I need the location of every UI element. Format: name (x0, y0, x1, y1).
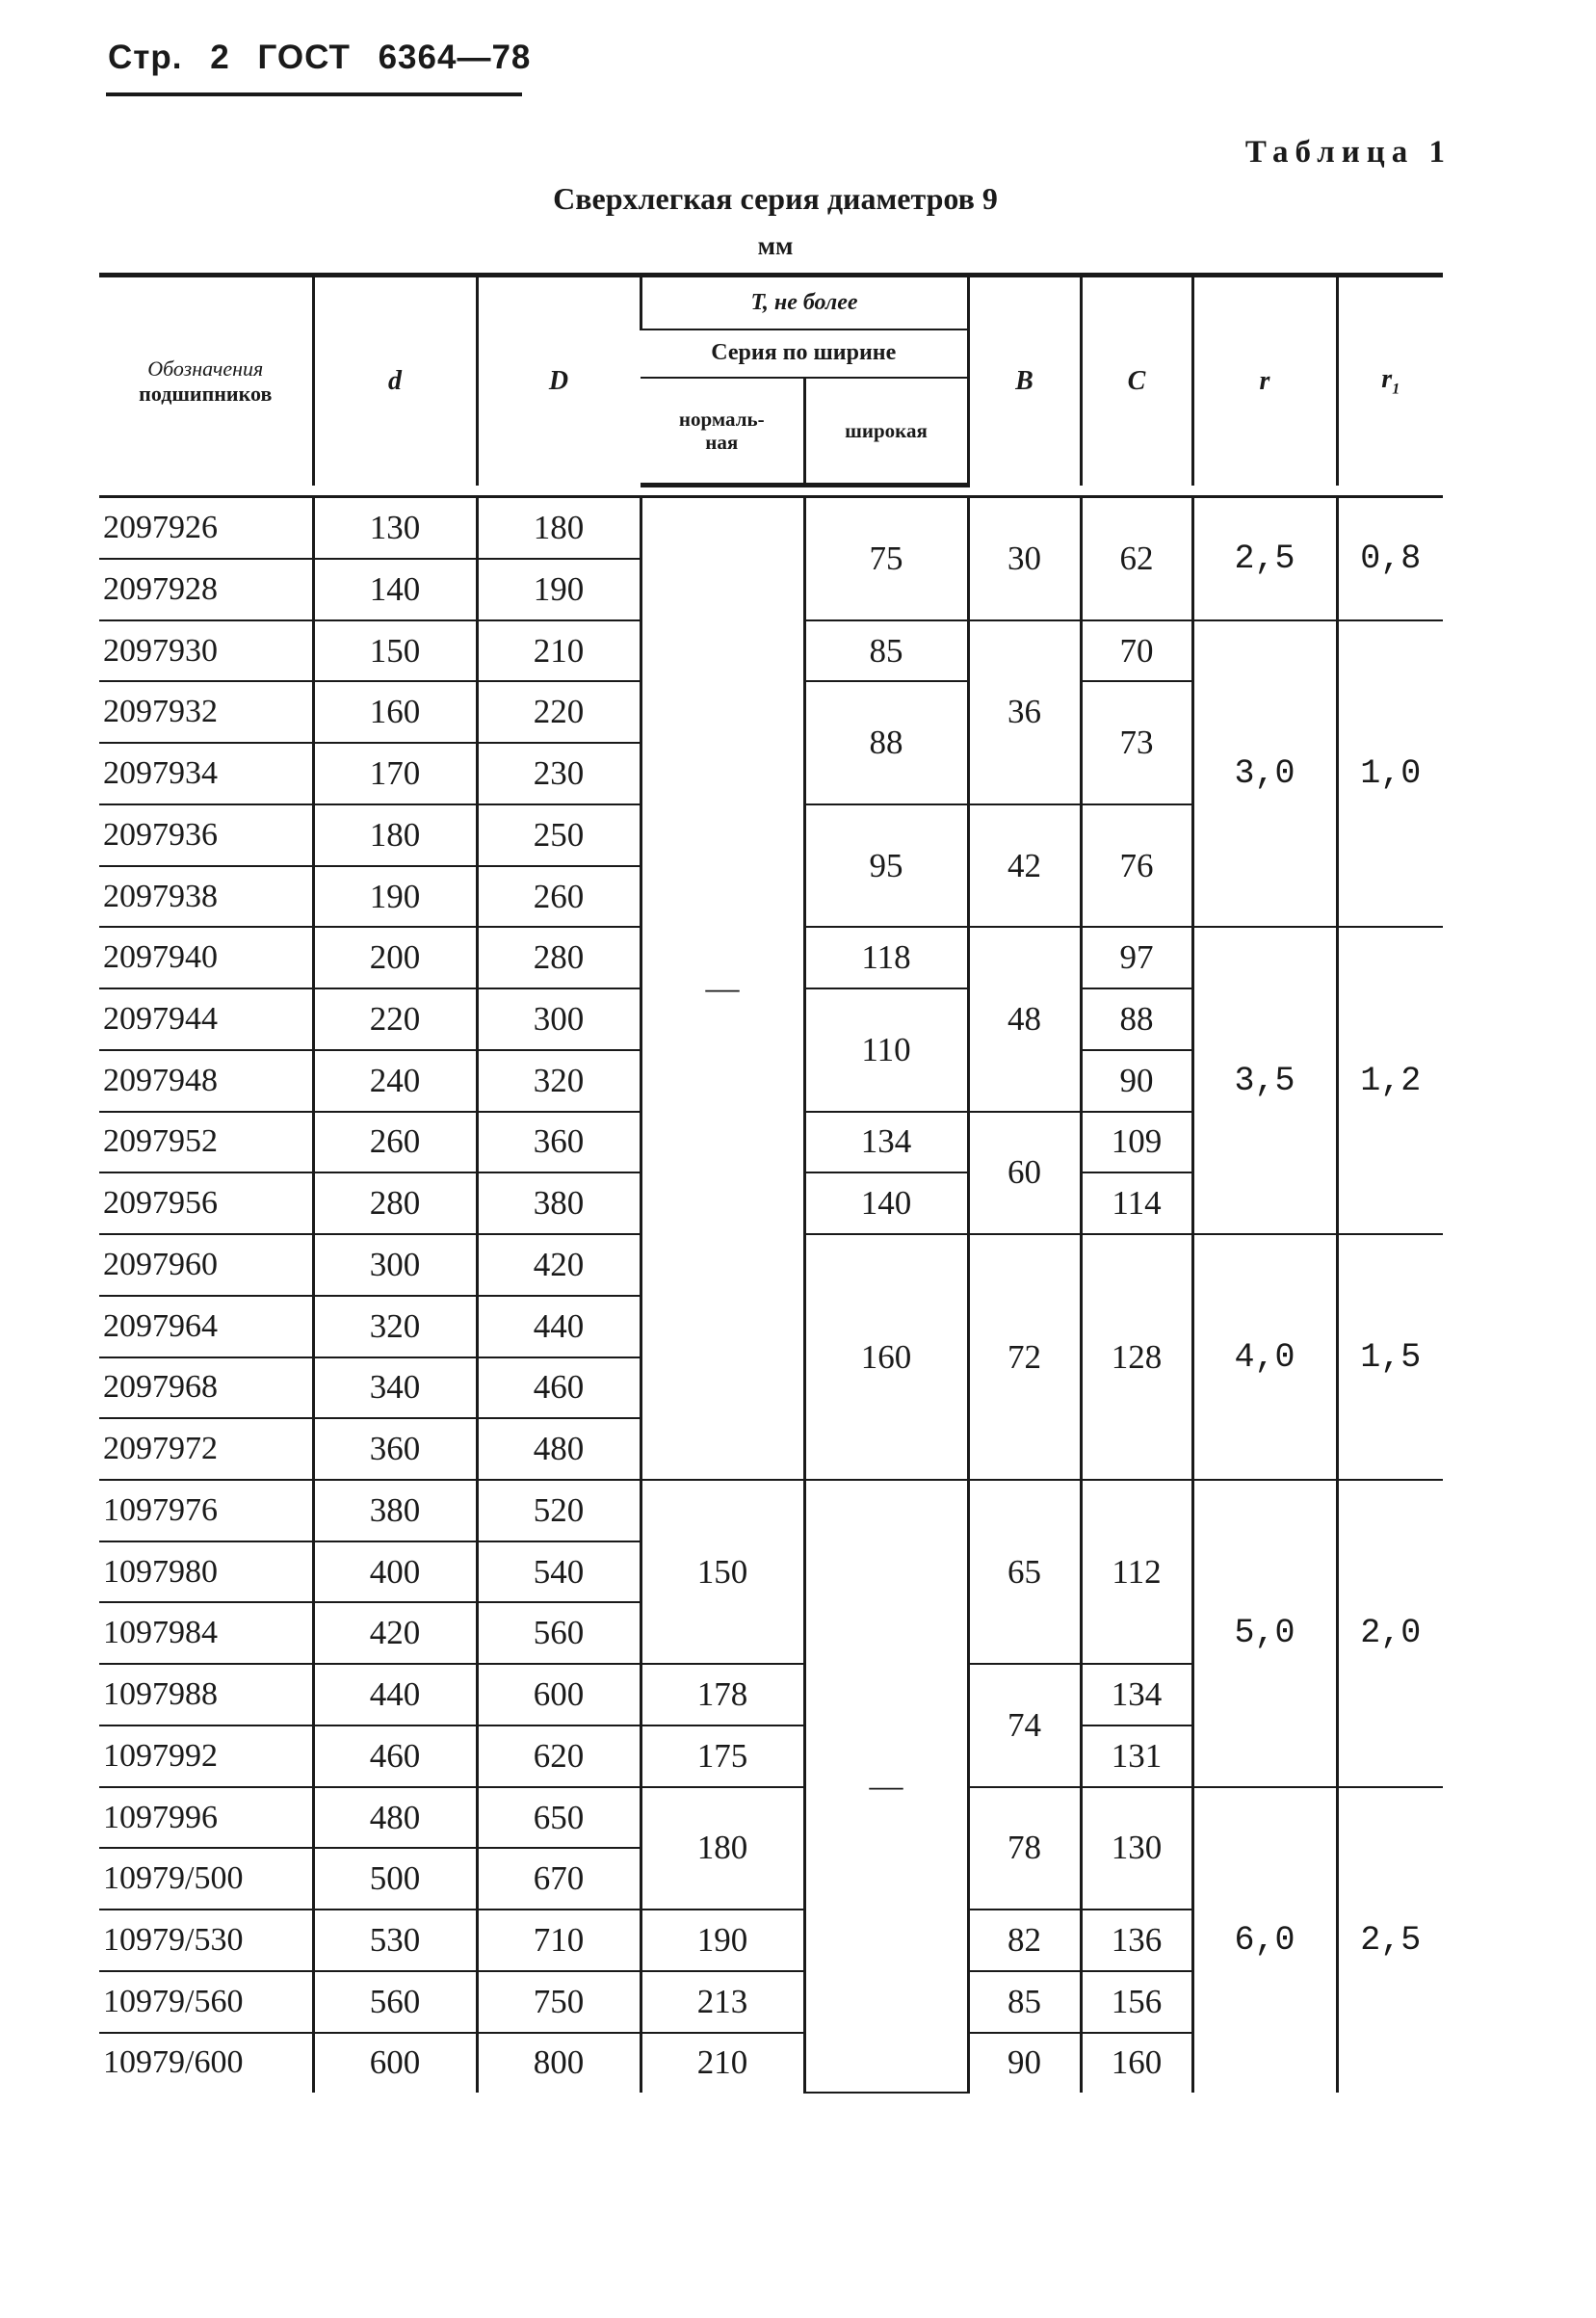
d-cell: 400 (313, 1541, 477, 1603)
header-wide-label: широкая (845, 418, 928, 442)
d-cell: 380 (313, 1480, 477, 1541)
t-wide-cell: — (804, 1480, 968, 2093)
designation-cell: 2097926 (99, 497, 313, 559)
b-cell: 60 (968, 1112, 1081, 1234)
header-r (1192, 276, 1337, 486)
designation-cell: 1097976 (99, 1480, 313, 1541)
D-cell: 190 (477, 559, 641, 620)
b-cell: 85 (968, 1971, 1081, 2033)
page-label: Стр. (108, 39, 183, 76)
designation-cell: 2097956 (99, 1172, 313, 1234)
designation-cell: 2097972 (99, 1418, 313, 1480)
d-cell: 140 (313, 559, 477, 620)
b-cell: 90 (968, 2033, 1081, 2093)
r1-cell: 2,0 (1337, 1480, 1443, 1787)
D-cell: 460 (477, 1357, 641, 1419)
D-cell: 380 (477, 1172, 641, 1234)
header-C-label: C (1127, 365, 1146, 396)
b-cell: 42 (968, 804, 1081, 927)
d-cell: 530 (313, 1910, 477, 1971)
page-number: 2 (210, 39, 230, 76)
t-wide-cell: 118 (804, 927, 968, 988)
header-r1 (1337, 276, 1443, 486)
c-cell: 112 (1081, 1480, 1192, 1664)
designation-cell: 1097988 (99, 1664, 313, 1725)
c-cell: 130 (1081, 1787, 1192, 1910)
d-cell: 600 (313, 2033, 477, 2093)
designation-cell: 10979/500 (99, 1848, 313, 1910)
t-wide-cell: 88 (804, 681, 968, 803)
page-header (108, 39, 548, 77)
D-cell: 480 (477, 1418, 641, 1480)
b-cell: 48 (968, 927, 1081, 1111)
designation-cell: 2097968 (99, 1357, 313, 1419)
D-cell: 540 (477, 1541, 641, 1603)
r-cell: 4,0 (1192, 1234, 1337, 1480)
header-r1-subscript: 1 (1392, 381, 1400, 398)
t-normal-cell: 175 (641, 1725, 804, 1787)
D-cell: 210 (477, 620, 641, 682)
t-wide-cell: 75 (804, 497, 968, 620)
b-cell: 78 (968, 1787, 1081, 1910)
b-cell: 74 (968, 1664, 1081, 1786)
D-cell: 180 (477, 497, 641, 559)
t-wide-cell: 160 (804, 1234, 968, 1480)
t-wide-cell: 134 (804, 1112, 968, 1173)
t-normal-cell: 213 (641, 1971, 804, 2033)
header-D-label: D (548, 365, 569, 396)
c-cell: 160 (1081, 2033, 1192, 2093)
D-cell: 420 (477, 1234, 641, 1296)
D-cell: 260 (477, 866, 641, 928)
designation-cell: 10979/560 (99, 1971, 313, 2033)
b-cell: 82 (968, 1910, 1081, 1971)
t-wide-cell: 85 (804, 620, 968, 682)
designation-cell: 10979/530 (99, 1910, 313, 1971)
D-cell: 220 (477, 681, 641, 743)
header-d-label: d (388, 365, 402, 396)
d-cell: 420 (313, 1602, 477, 1664)
r-cell: 5,0 (1192, 1480, 1337, 1787)
D-cell: 280 (477, 927, 641, 988)
c-cell: 114 (1081, 1172, 1192, 1234)
D-cell: 300 (477, 988, 641, 1050)
header-normal-label: нормаль-ная (678, 407, 765, 454)
header-normal (641, 378, 804, 486)
standard-number: 6364—78 (378, 39, 532, 76)
d-cell: 130 (313, 497, 477, 559)
D-cell: 710 (477, 1910, 641, 1971)
designation-cell: 2097936 (99, 804, 313, 866)
c-cell: 134 (1081, 1664, 1192, 1725)
bearing-dimensions-table (99, 273, 1443, 2094)
header-designation-line2: подшипников (139, 381, 273, 406)
d-cell: 280 (313, 1172, 477, 1234)
b-cell: 65 (968, 1480, 1081, 1664)
t-wide-cell: 110 (804, 988, 968, 1111)
t-normal-cell: 178 (641, 1664, 804, 1725)
D-cell: 440 (477, 1296, 641, 1357)
header-designation (99, 276, 313, 486)
t-normal-cell: 180 (641, 1787, 804, 1910)
d-cell: 440 (313, 1664, 477, 1725)
c-cell: 109 (1081, 1112, 1192, 1173)
r-cell: 3,0 (1192, 620, 1337, 928)
d-cell: 300 (313, 1234, 477, 1296)
table-label: Таблица 1 (1244, 135, 1452, 170)
r-cell: 2,5 (1192, 497, 1337, 620)
d-cell: 200 (313, 927, 477, 988)
d-cell: 360 (313, 1418, 477, 1480)
header-D (477, 276, 641, 486)
D-cell: 620 (477, 1725, 641, 1787)
D-cell: 650 (477, 1787, 641, 1849)
designation-cell: 2097944 (99, 988, 313, 1050)
b-cell: 36 (968, 620, 1081, 804)
header-B (968, 276, 1081, 486)
r1-cell: 1,2 (1337, 927, 1443, 1234)
designation-cell: 1097980 (99, 1541, 313, 1603)
header-width-series-label: Серия по ширине (711, 340, 897, 365)
c-cell: 90 (1081, 1050, 1192, 1112)
c-cell: 88 (1081, 988, 1192, 1050)
d-cell: 150 (313, 620, 477, 682)
designation-cell: 2097930 (99, 620, 313, 682)
D-cell: 600 (477, 1664, 641, 1725)
designation-cell: 2097964 (99, 1296, 313, 1357)
D-cell: 250 (477, 804, 641, 866)
c-cell: 128 (1081, 1234, 1192, 1480)
header-T-label: T, не более (750, 289, 858, 315)
d-cell: 160 (313, 681, 477, 743)
c-cell: 131 (1081, 1725, 1192, 1787)
d-cell: 460 (313, 1725, 477, 1787)
table-title: Сверхлегкая серия диаметров 9 (553, 181, 998, 216)
c-cell: 70 (1081, 620, 1192, 682)
d-cell: 180 (313, 804, 477, 866)
r-cell: 6,0 (1192, 1787, 1337, 2093)
d-cell: 480 (313, 1787, 477, 1849)
designation-cell: 1097984 (99, 1602, 313, 1664)
c-cell: 73 (1081, 681, 1192, 803)
r1-cell: 2,5 (1337, 1787, 1443, 2093)
b-cell: 30 (968, 497, 1081, 620)
header-designation-line1: Обозначения (147, 356, 264, 382)
designation-cell: 2097940 (99, 927, 313, 988)
header-r-label: r (1259, 365, 1270, 396)
t-normal-cell: — (641, 497, 804, 1481)
r1-cell: 1,0 (1337, 620, 1443, 928)
c-cell: 62 (1081, 497, 1192, 620)
designation-cell: 2097932 (99, 681, 313, 743)
designation-cell: 1097992 (99, 1725, 313, 1787)
t-wide-cell: 95 (804, 804, 968, 927)
d-cell: 320 (313, 1296, 477, 1357)
c-cell: 136 (1081, 1910, 1192, 1971)
table-unit: мм (757, 231, 794, 260)
d-cell: 220 (313, 988, 477, 1050)
D-cell: 360 (477, 1112, 641, 1173)
r-cell: 3,5 (1192, 927, 1337, 1234)
designation-cell: 2097934 (99, 743, 313, 804)
header-T-group (641, 276, 968, 329)
c-cell: 97 (1081, 927, 1192, 988)
d-cell: 170 (313, 743, 477, 804)
b-cell: 72 (968, 1234, 1081, 1480)
header-r1-label: $r_1$ (1381, 363, 1400, 398)
d-cell: 260 (313, 1112, 477, 1173)
r1-cell: 0,8 (1337, 497, 1443, 620)
header-B-label: B (1015, 365, 1033, 396)
designation-cell: 2097928 (99, 559, 313, 620)
designation-cell: 2097948 (99, 1050, 313, 1112)
d-cell: 560 (313, 1971, 477, 2033)
header-underline (106, 92, 522, 96)
header-C (1081, 276, 1192, 486)
header-width-series (641, 329, 968, 378)
c-cell: 76 (1081, 804, 1192, 927)
t-normal-cell: 190 (641, 1910, 804, 1971)
designation-cell: 1097996 (99, 1787, 313, 1849)
D-cell: 750 (477, 1971, 641, 2033)
D-cell: 320 (477, 1050, 641, 1112)
c-cell: 156 (1081, 1971, 1192, 2033)
D-cell: 520 (477, 1480, 641, 1541)
header-d (313, 276, 477, 486)
D-cell: 670 (477, 1848, 641, 1910)
d-cell: 500 (313, 1848, 477, 1910)
t-wide-cell: 140 (804, 1172, 968, 1234)
D-cell: 230 (477, 743, 641, 804)
t-normal-cell: 210 (641, 2033, 804, 2093)
d-cell: 240 (313, 1050, 477, 1112)
designation-cell: 10979/600 (103, 2044, 244, 2081)
d-cell: 340 (313, 1357, 477, 1419)
standard-label: ГОСТ (257, 39, 351, 76)
header-wide (804, 378, 968, 486)
d-cell: 190 (313, 866, 477, 928)
D-cell: 560 (477, 1602, 641, 1664)
D-cell: 800 (477, 2033, 641, 2093)
t-normal-cell: 150 (641, 1480, 804, 1664)
designation-cell: 2097952 (99, 1112, 313, 1173)
r1-cell: 1,5 (1337, 1234, 1443, 1480)
designation-cell: 2097960 (99, 1234, 313, 1296)
designation-cell: 2097938 (99, 866, 313, 928)
